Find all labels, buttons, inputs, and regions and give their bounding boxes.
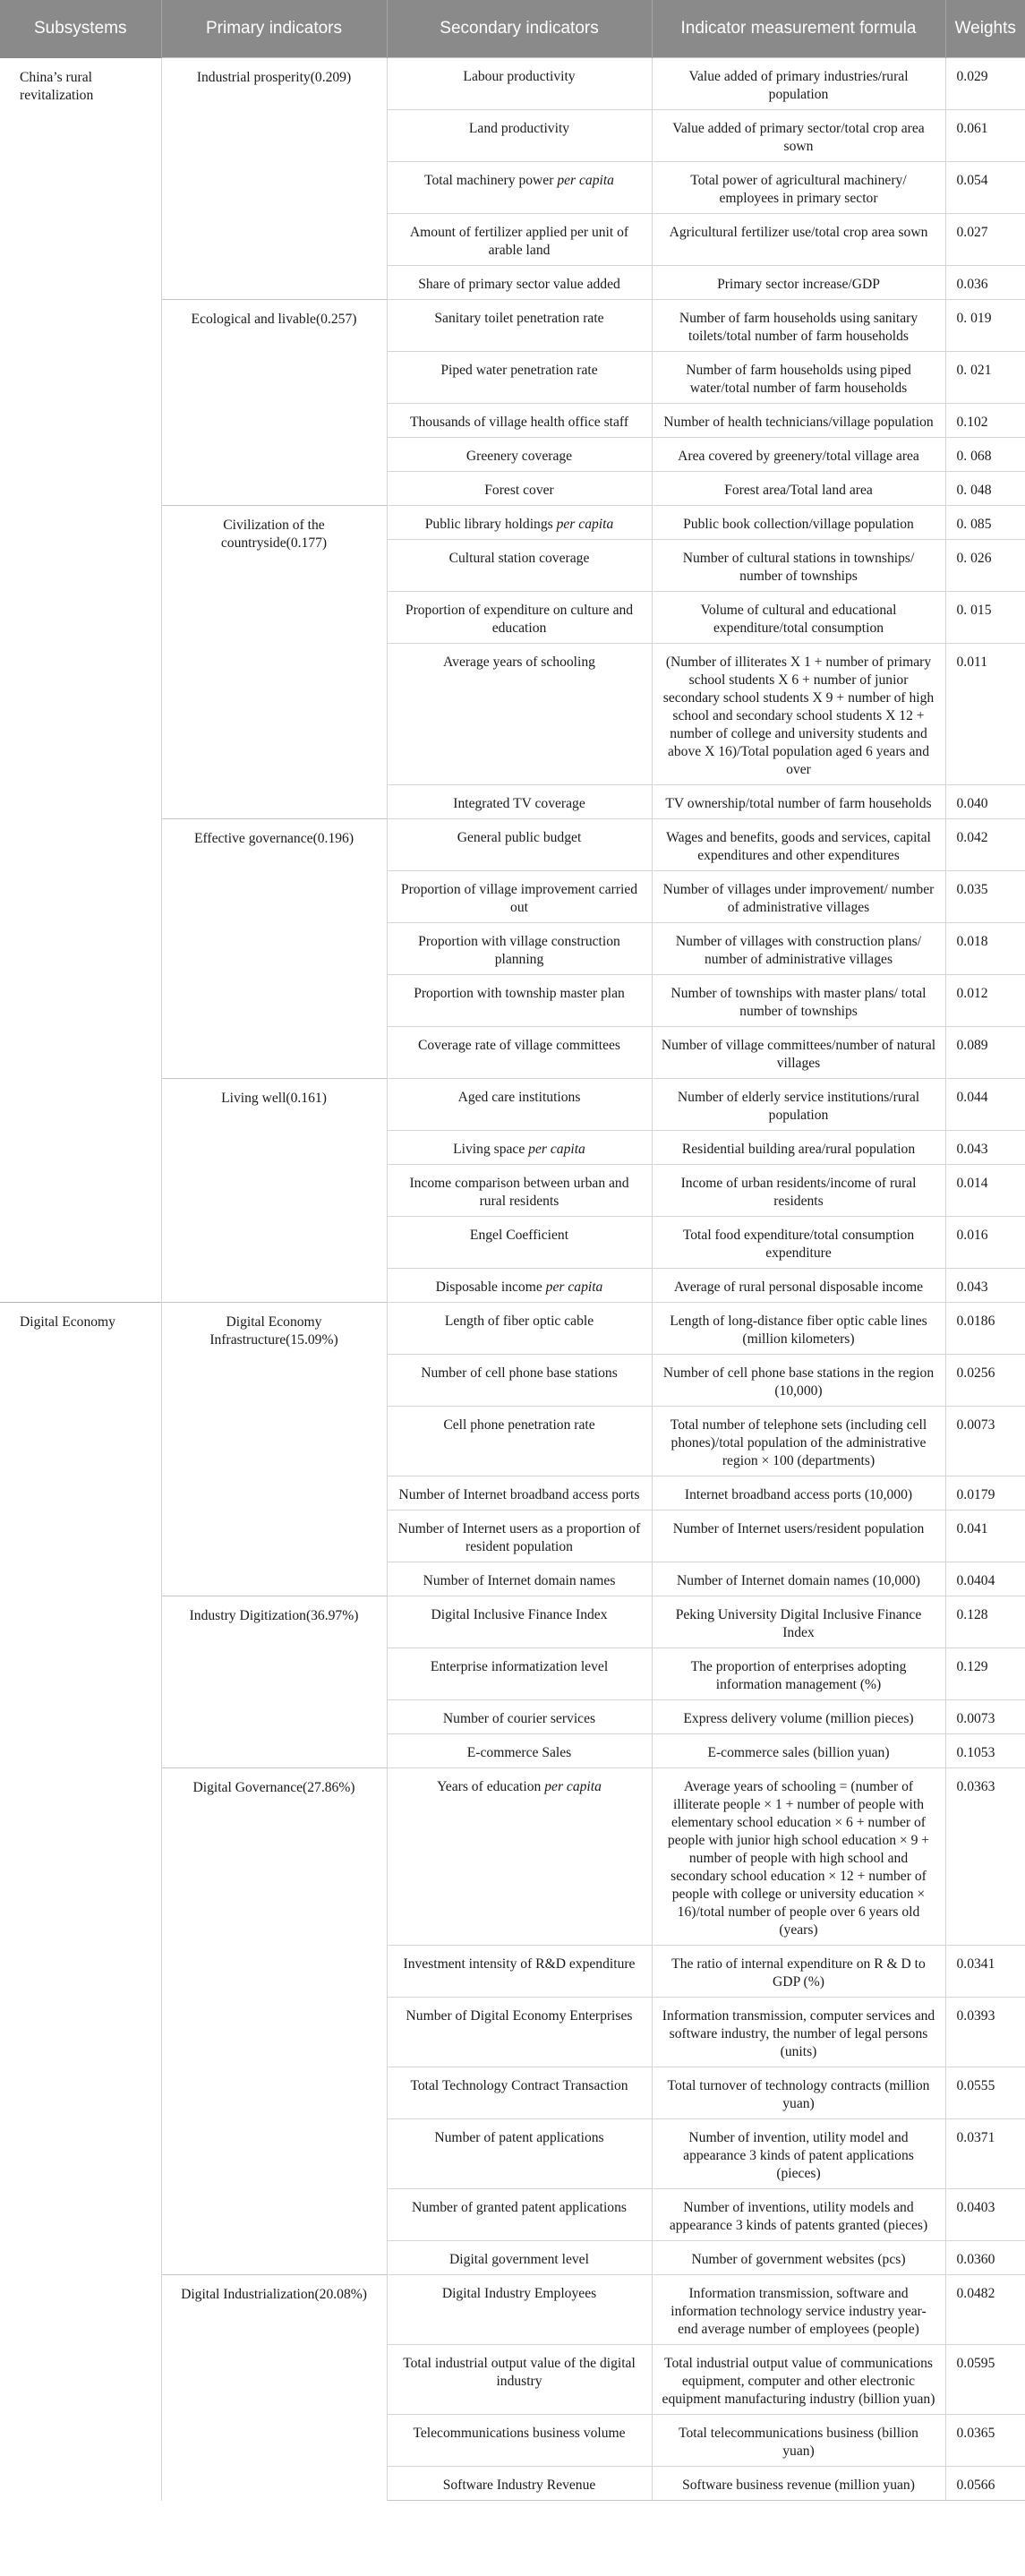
secondary-indicator-italic: per capita bbox=[553, 173, 614, 188]
secondary-indicator-cell bbox=[387, 1700, 652, 1734]
weight-cell: 0.0073 bbox=[945, 1700, 1025, 1734]
secondary-indicator-text: Number of granted patent applications bbox=[412, 2200, 627, 2215]
secondary-indicator-text: Number of Internet broadband access ports bbox=[398, 1487, 640, 1502]
formula-cell: Number of elderly service institutions/rural population bbox=[652, 1079, 945, 1131]
primary-indicator-cell: Digital Industrialization(20.08%) bbox=[161, 2275, 387, 2501]
formula-cell: Software business revenue (million yuan) bbox=[652, 2467, 945, 2501]
secondary-indicator-italic: per capita bbox=[541, 1779, 602, 1794]
weight-cell: 0.0341 bbox=[945, 1946, 1025, 1998]
weight-cell: 0.029 bbox=[945, 58, 1025, 110]
secondary-indicator-text: Aged care institutions bbox=[457, 1090, 581, 1105]
secondary-indicator-cell bbox=[387, 1734, 652, 1768]
secondary-indicator-cell bbox=[387, 2119, 652, 2189]
secondary-indicator-text: Cultural station coverage bbox=[448, 551, 590, 566]
weight-cell: 0. 015 bbox=[945, 592, 1025, 644]
formula-cell: Number of villages with construction plans/ number of administrative villages bbox=[652, 923, 945, 975]
formula-cell: Area covered by greenery/total village area bbox=[652, 438, 945, 472]
table-header bbox=[0, 0, 1025, 58]
secondary-indicator-text: Proportion of village improvement carried out bbox=[400, 882, 638, 915]
formula-cell: Number of health technicians/village population bbox=[652, 404, 945, 438]
formula-cell: Peking University Digital Inclusive Finance Index bbox=[652, 1596, 945, 1648]
weight-cell: 0.0186 bbox=[945, 1303, 1025, 1355]
secondary-indicator-cell bbox=[387, 1998, 652, 2067]
formula-cell: Forest area/Total land area bbox=[652, 472, 945, 506]
weight-cell: 0. 021 bbox=[945, 352, 1025, 404]
formula-cell: Length of long-distance fiber optic cable lines (million kilometers) bbox=[652, 1303, 945, 1355]
formula-cell: Number of farm households using sanitary toilets/total number of farm households bbox=[652, 300, 945, 352]
weight-cell: 0.011 bbox=[945, 644, 1025, 785]
weight-cell: 0.036 bbox=[945, 266, 1025, 300]
secondary-indicator-cell bbox=[387, 352, 652, 404]
formula-cell: Number of villages under improvement/ number of administrative villages bbox=[652, 871, 945, 923]
secondary-indicator-cell bbox=[387, 592, 652, 644]
secondary-indicator-italic: per capita bbox=[552, 517, 614, 532]
formula-cell: Number of government websites (pcs) bbox=[652, 2241, 945, 2275]
primary-indicator-cell: Digital Economy Infrastructure(15.09%) bbox=[161, 1303, 387, 1596]
formula-cell: Number of invention, utility model and appearance 3 kinds of patent applications (pieces) bbox=[652, 2119, 945, 2189]
secondary-indicator-text: Disposable income bbox=[435, 1279, 542, 1295]
primary-indicator-cell: Ecological and livable(0.257) bbox=[161, 300, 387, 506]
secondary-indicator-cell bbox=[387, 1768, 652, 1946]
secondary-indicator-cell bbox=[387, 2189, 652, 2241]
secondary-indicator-cell bbox=[387, 2067, 652, 2119]
formula-cell: Number of cell phone base stations in the region (10,000) bbox=[652, 1355, 945, 1407]
weight-cell: 0. 048 bbox=[945, 472, 1025, 506]
formula-cell: Total telecommunications business (billion yuan) bbox=[652, 2415, 945, 2467]
secondary-indicator-cell bbox=[387, 871, 652, 923]
formula-cell: Value added of primary sector/total crop area sown bbox=[652, 110, 945, 162]
secondary-indicator-cell bbox=[387, 2275, 652, 2345]
weight-cell: 0.016 bbox=[945, 1217, 1025, 1269]
secondary-indicator-text: Living space bbox=[453, 1142, 525, 1157]
secondary-indicator-text: Enterprise informatization level bbox=[430, 1659, 609, 1674]
secondary-indicator-cell bbox=[387, 472, 652, 506]
secondary-indicator-text: Number of Internet domain names bbox=[423, 1573, 616, 1588]
header-measurement-formula: Indicator measurement formula bbox=[652, 0, 945, 58]
formula-cell: The proportion of enterprises adopting information management (%) bbox=[652, 1648, 945, 1700]
secondary-indicator-text: Forest cover bbox=[484, 483, 554, 498]
formula-cell: Number of cultural stations in townships/ number of townships bbox=[652, 540, 945, 592]
secondary-indicator-text: Engel Coefficient bbox=[469, 1228, 569, 1243]
secondary-indicator-text: Digital Industry Employees bbox=[441, 2286, 597, 2301]
weight-cell: 0.054 bbox=[945, 162, 1025, 214]
secondary-indicator-italic: per capita bbox=[542, 1279, 603, 1295]
weight-cell: 0.1053 bbox=[945, 1734, 1025, 1768]
secondary-indicator-cell bbox=[387, 1027, 652, 1079]
weight-cell: 0.041 bbox=[945, 1511, 1025, 1562]
secondary-indicator-cell bbox=[387, 1407, 652, 1476]
weight-cell: 0.0482 bbox=[945, 2275, 1025, 2345]
secondary-indicator-text: Coverage rate of village committees bbox=[417, 1038, 621, 1053]
formula-cell: Number of Internet users/resident population bbox=[652, 1511, 945, 1562]
weight-cell: 0.0360 bbox=[945, 2241, 1025, 2275]
secondary-indicator-text: Public library holdings bbox=[424, 517, 553, 532]
secondary-indicator-cell bbox=[387, 1269, 652, 1303]
secondary-indicator-cell bbox=[387, 438, 652, 472]
weight-cell: 0.0256 bbox=[945, 1355, 1025, 1407]
secondary-indicator-text: Greenery coverage bbox=[466, 449, 573, 464]
table-body bbox=[0, 58, 1025, 2501]
secondary-indicator-text: Telecommunications business volume bbox=[413, 2426, 626, 2441]
secondary-indicator-text: Amount of fertilizer applied per unit of arable land bbox=[409, 225, 629, 258]
formula-cell: Number of Internet domain names (10,000) bbox=[652, 1562, 945, 1596]
subsystem-cell: Digital Economy bbox=[0, 1303, 161, 2501]
subsystem-cell: China’s rural revitalization bbox=[0, 58, 161, 1303]
secondary-indicator-cell bbox=[387, 2415, 652, 2467]
weight-cell: 0. 085 bbox=[945, 506, 1025, 540]
formula-cell: Number of townships with master plans/ total number of townships bbox=[652, 975, 945, 1027]
formula-cell: Income of urban residents/income of rural residents bbox=[652, 1165, 945, 1217]
secondary-indicator-cell bbox=[387, 1596, 652, 1648]
secondary-indicator-text: Number of Digital Economy Enterprises bbox=[406, 2008, 633, 2024]
header-row bbox=[0, 0, 1025, 58]
header-weights: Weights bbox=[945, 0, 1025, 58]
secondary-indicator-cell bbox=[387, 644, 652, 785]
secondary-indicator-text: Investment intensity of R&D expenditure bbox=[403, 1956, 636, 1972]
primary-indicator-cell: Civilization of the countryside(0.177) bbox=[161, 506, 387, 819]
weight-cell: 0.0365 bbox=[945, 2415, 1025, 2467]
weight-cell: 0.0179 bbox=[945, 1476, 1025, 1511]
secondary-indicator-text: Cell phone penetration rate bbox=[443, 1417, 595, 1433]
secondary-indicator-cell bbox=[387, 266, 652, 300]
secondary-indicator-cell bbox=[387, 785, 652, 819]
secondary-indicator-text: E-commerce Sales bbox=[466, 1745, 572, 1760]
weight-cell: 0.035 bbox=[945, 871, 1025, 923]
secondary-indicator-cell bbox=[387, 300, 652, 352]
weight-cell: 0.043 bbox=[945, 1131, 1025, 1165]
weight-cell: 0.0371 bbox=[945, 2119, 1025, 2189]
formula-cell: Number of farm households using piped water/total number of farm households bbox=[652, 352, 945, 404]
weight-cell: 0.043 bbox=[945, 1269, 1025, 1303]
formula-cell: Primary sector increase/GDP bbox=[652, 266, 945, 300]
weight-cell: 0.089 bbox=[945, 1027, 1025, 1079]
formula-cell: The ratio of internal expenditure on R & D to GDP (%) bbox=[652, 1946, 945, 1998]
formula-cell: Express delivery volume (million pieces) bbox=[652, 1700, 945, 1734]
secondary-indicator-text: Number of patent applications bbox=[434, 2130, 604, 2145]
formula-cell: Total turnover of technology contracts (million yuan) bbox=[652, 2067, 945, 2119]
header-secondary-indicators: Secondary indicators bbox=[387, 0, 652, 58]
secondary-indicator-cell bbox=[387, 923, 652, 975]
table-row bbox=[0, 1303, 1025, 1355]
secondary-indicator-text: Sanitary toilet penetration rate bbox=[434, 311, 604, 326]
secondary-indicator-text: Total industrial output value of the digital industry bbox=[403, 2356, 636, 2389]
secondary-indicator-cell bbox=[387, 1946, 652, 1998]
formula-cell: Total power of agricultural machinery/ employees in primary sector bbox=[652, 162, 945, 214]
formula-cell: Public book collection/village population bbox=[652, 506, 945, 540]
primary-indicator-cell: Effective governance(0.196) bbox=[161, 819, 387, 1079]
secondary-indicator-text: Number of cell phone base stations bbox=[421, 1365, 618, 1381]
secondary-indicator-cell bbox=[387, 2345, 652, 2415]
secondary-indicator-cell bbox=[387, 162, 652, 214]
secondary-indicator-text: Total Technology Contract Transaction bbox=[410, 2078, 628, 2093]
secondary-indicator-text: Piped water penetration rate bbox=[440, 363, 598, 378]
header-subsystems: Subsystems bbox=[0, 0, 161, 58]
secondary-indicator-text: Labour productivity bbox=[463, 69, 576, 84]
secondary-indicator-text: Digital Inclusive Finance Index bbox=[431, 1607, 608, 1622]
secondary-indicator-cell bbox=[387, 819, 652, 871]
weight-cell: 0.0363 bbox=[945, 1768, 1025, 1946]
secondary-indicator-text: Proportion with village construction planning bbox=[418, 934, 620, 967]
primary-indicator-cell: Industrial prosperity(0.209) bbox=[161, 58, 387, 300]
secondary-indicator-cell bbox=[387, 975, 652, 1027]
secondary-indicator-cell bbox=[387, 404, 652, 438]
secondary-indicator-text: Land productivity bbox=[468, 121, 570, 136]
weight-cell: 0.018 bbox=[945, 923, 1025, 975]
secondary-indicator-italic: per capita bbox=[525, 1142, 585, 1157]
formula-cell: Internet broadband access ports (10,000) bbox=[652, 1476, 945, 1511]
secondary-indicator-text: Software Industry Revenue bbox=[442, 2478, 596, 2493]
formula-cell: Total number of telephone sets (including cell phones)/total population of the administrative region × 100 (departments) bbox=[652, 1407, 945, 1476]
formula-cell: Information transmission, software and information technology service industry year-end average number of employees (people) bbox=[652, 2275, 945, 2345]
header-primary-indicators: Primary indicators bbox=[161, 0, 387, 58]
secondary-indicator-cell bbox=[387, 1511, 652, 1562]
secondary-indicator-text: Thousands of village health office staff bbox=[409, 415, 629, 430]
weight-cell: 0.014 bbox=[945, 1165, 1025, 1217]
secondary-indicator-text: Length of fiber optic cable bbox=[444, 1314, 594, 1329]
weight-cell: 0.042 bbox=[945, 819, 1025, 871]
secondary-indicator-text: Average years of schooling bbox=[443, 655, 595, 670]
formula-cell: Average of rural personal disposable income bbox=[652, 1269, 945, 1303]
primary-indicator-cell: Living well(0.161) bbox=[161, 1079, 387, 1303]
secondary-indicator-text: Number of courier services bbox=[442, 1711, 596, 1726]
formula-cell: Total industrial output value of communications equipment, computer and other electronic equipment manufacturing industry (billion yuan) bbox=[652, 2345, 945, 2415]
secondary-indicator-cell bbox=[387, 1131, 652, 1165]
weight-cell: 0.102 bbox=[945, 404, 1025, 438]
secondary-indicator-cell bbox=[387, 1562, 652, 1596]
secondary-indicator-text: Integrated TV coverage bbox=[453, 796, 585, 811]
weight-cell: 0.0393 bbox=[945, 1998, 1025, 2067]
secondary-indicator-text: Number of Internet users as a proportion of resident population bbox=[397, 1521, 641, 1554]
secondary-indicator-cell bbox=[387, 58, 652, 110]
weight-cell: 0.0566 bbox=[945, 2467, 1025, 2501]
secondary-indicator-text: Total machinery power bbox=[424, 173, 554, 188]
secondary-indicator-text: Years of education bbox=[437, 1779, 542, 1794]
weight-cell: 0.027 bbox=[945, 214, 1025, 266]
secondary-indicator-cell bbox=[387, 540, 652, 592]
formula-cell: Residential building area/rural population bbox=[652, 1131, 945, 1165]
secondary-indicator-text: General public budget bbox=[457, 830, 582, 845]
weight-cell: 0. 068 bbox=[945, 438, 1025, 472]
secondary-indicator-cell bbox=[387, 1476, 652, 1511]
secondary-indicator-cell bbox=[387, 1648, 652, 1700]
formula-cell: Information transmission, computer services and software industry, the number of legal persons (units) bbox=[652, 1998, 945, 2067]
weight-cell: 0.0404 bbox=[945, 1562, 1025, 1596]
weight-cell: 0. 019 bbox=[945, 300, 1025, 352]
secondary-indicator-cell bbox=[387, 1217, 652, 1269]
formula-cell: E-commerce sales (billion yuan) bbox=[652, 1734, 945, 1768]
weight-cell: 0.0073 bbox=[945, 1407, 1025, 1476]
secondary-indicator-cell bbox=[387, 214, 652, 266]
weight-cell: 0. 026 bbox=[945, 540, 1025, 592]
secondary-indicator-cell bbox=[387, 1165, 652, 1217]
weight-cell: 0.129 bbox=[945, 1648, 1025, 1700]
secondary-indicator-text: Proportion with township master plan bbox=[414, 986, 625, 1001]
secondary-indicator-text: Share of primary sector value added bbox=[418, 277, 620, 292]
formula-cell: Value added of primary industries/rural population bbox=[652, 58, 945, 110]
weight-cell: 0.061 bbox=[945, 110, 1025, 162]
primary-indicator-cell: Industry Digitization(36.97%) bbox=[161, 1596, 387, 1768]
table-row bbox=[0, 58, 1025, 110]
formula-cell: TV ownership/total number of farm households bbox=[652, 785, 945, 819]
secondary-indicator-text: Digital government level bbox=[449, 2252, 589, 2267]
weight-cell: 0.128 bbox=[945, 1596, 1025, 1648]
formula-cell: Agricultural fertilizer use/total crop area sown bbox=[652, 214, 945, 266]
weight-cell: 0.040 bbox=[945, 785, 1025, 819]
secondary-indicator-cell bbox=[387, 2241, 652, 2275]
formula-cell: Volume of cultural and educational expenditure/total consumption bbox=[652, 592, 945, 644]
weight-cell: 0.0595 bbox=[945, 2345, 1025, 2415]
primary-indicator-cell: Digital Governance(27.86%) bbox=[161, 1768, 387, 2275]
secondary-indicator-text: Income comparison between urban and rural residents bbox=[409, 1176, 629, 1209]
weight-cell: 0.012 bbox=[945, 975, 1025, 1027]
secondary-indicator-cell bbox=[387, 506, 652, 540]
formula-cell: Average years of schooling = (number of illiterate people × 1 + number of people with elementary school education × 6 + number of people with junior high school education × 9 + number of people with high school and secondary school education × 12 + number of people with college or university education × 16)/total number of people over 6 years old (years) bbox=[652, 1768, 945, 1946]
formula-cell: (Number of illiterates X 1 + number of primary school students X 6 + number of junior secondary school students X 9 + number of high school and secondary school students X 12 + number of college and university students and above X 16)/Total population aged 6 years and over bbox=[652, 644, 945, 785]
weight-cell: 0.044 bbox=[945, 1079, 1025, 1131]
secondary-indicator-cell bbox=[387, 1079, 652, 1131]
secondary-indicator-cell bbox=[387, 1303, 652, 1355]
formula-cell: Total food expenditure/total consumption expenditure bbox=[652, 1217, 945, 1269]
weight-cell: 0.0403 bbox=[945, 2189, 1025, 2241]
formula-cell: Number of village committees/number of natural villages bbox=[652, 1027, 945, 1079]
secondary-indicator-cell bbox=[387, 1355, 652, 1407]
secondary-indicator-cell bbox=[387, 2467, 652, 2501]
formula-cell: Wages and benefits, goods and services, capital expenditures and other expenditures bbox=[652, 819, 945, 871]
secondary-indicator-text: Proportion of expenditure on culture and education bbox=[405, 603, 634, 636]
secondary-indicator-cell bbox=[387, 110, 652, 162]
weight-cell: 0.0555 bbox=[945, 2067, 1025, 2119]
formula-cell: Number of inventions, utility models and appearance 3 kinds of patents granted (pieces) bbox=[652, 2189, 945, 2241]
